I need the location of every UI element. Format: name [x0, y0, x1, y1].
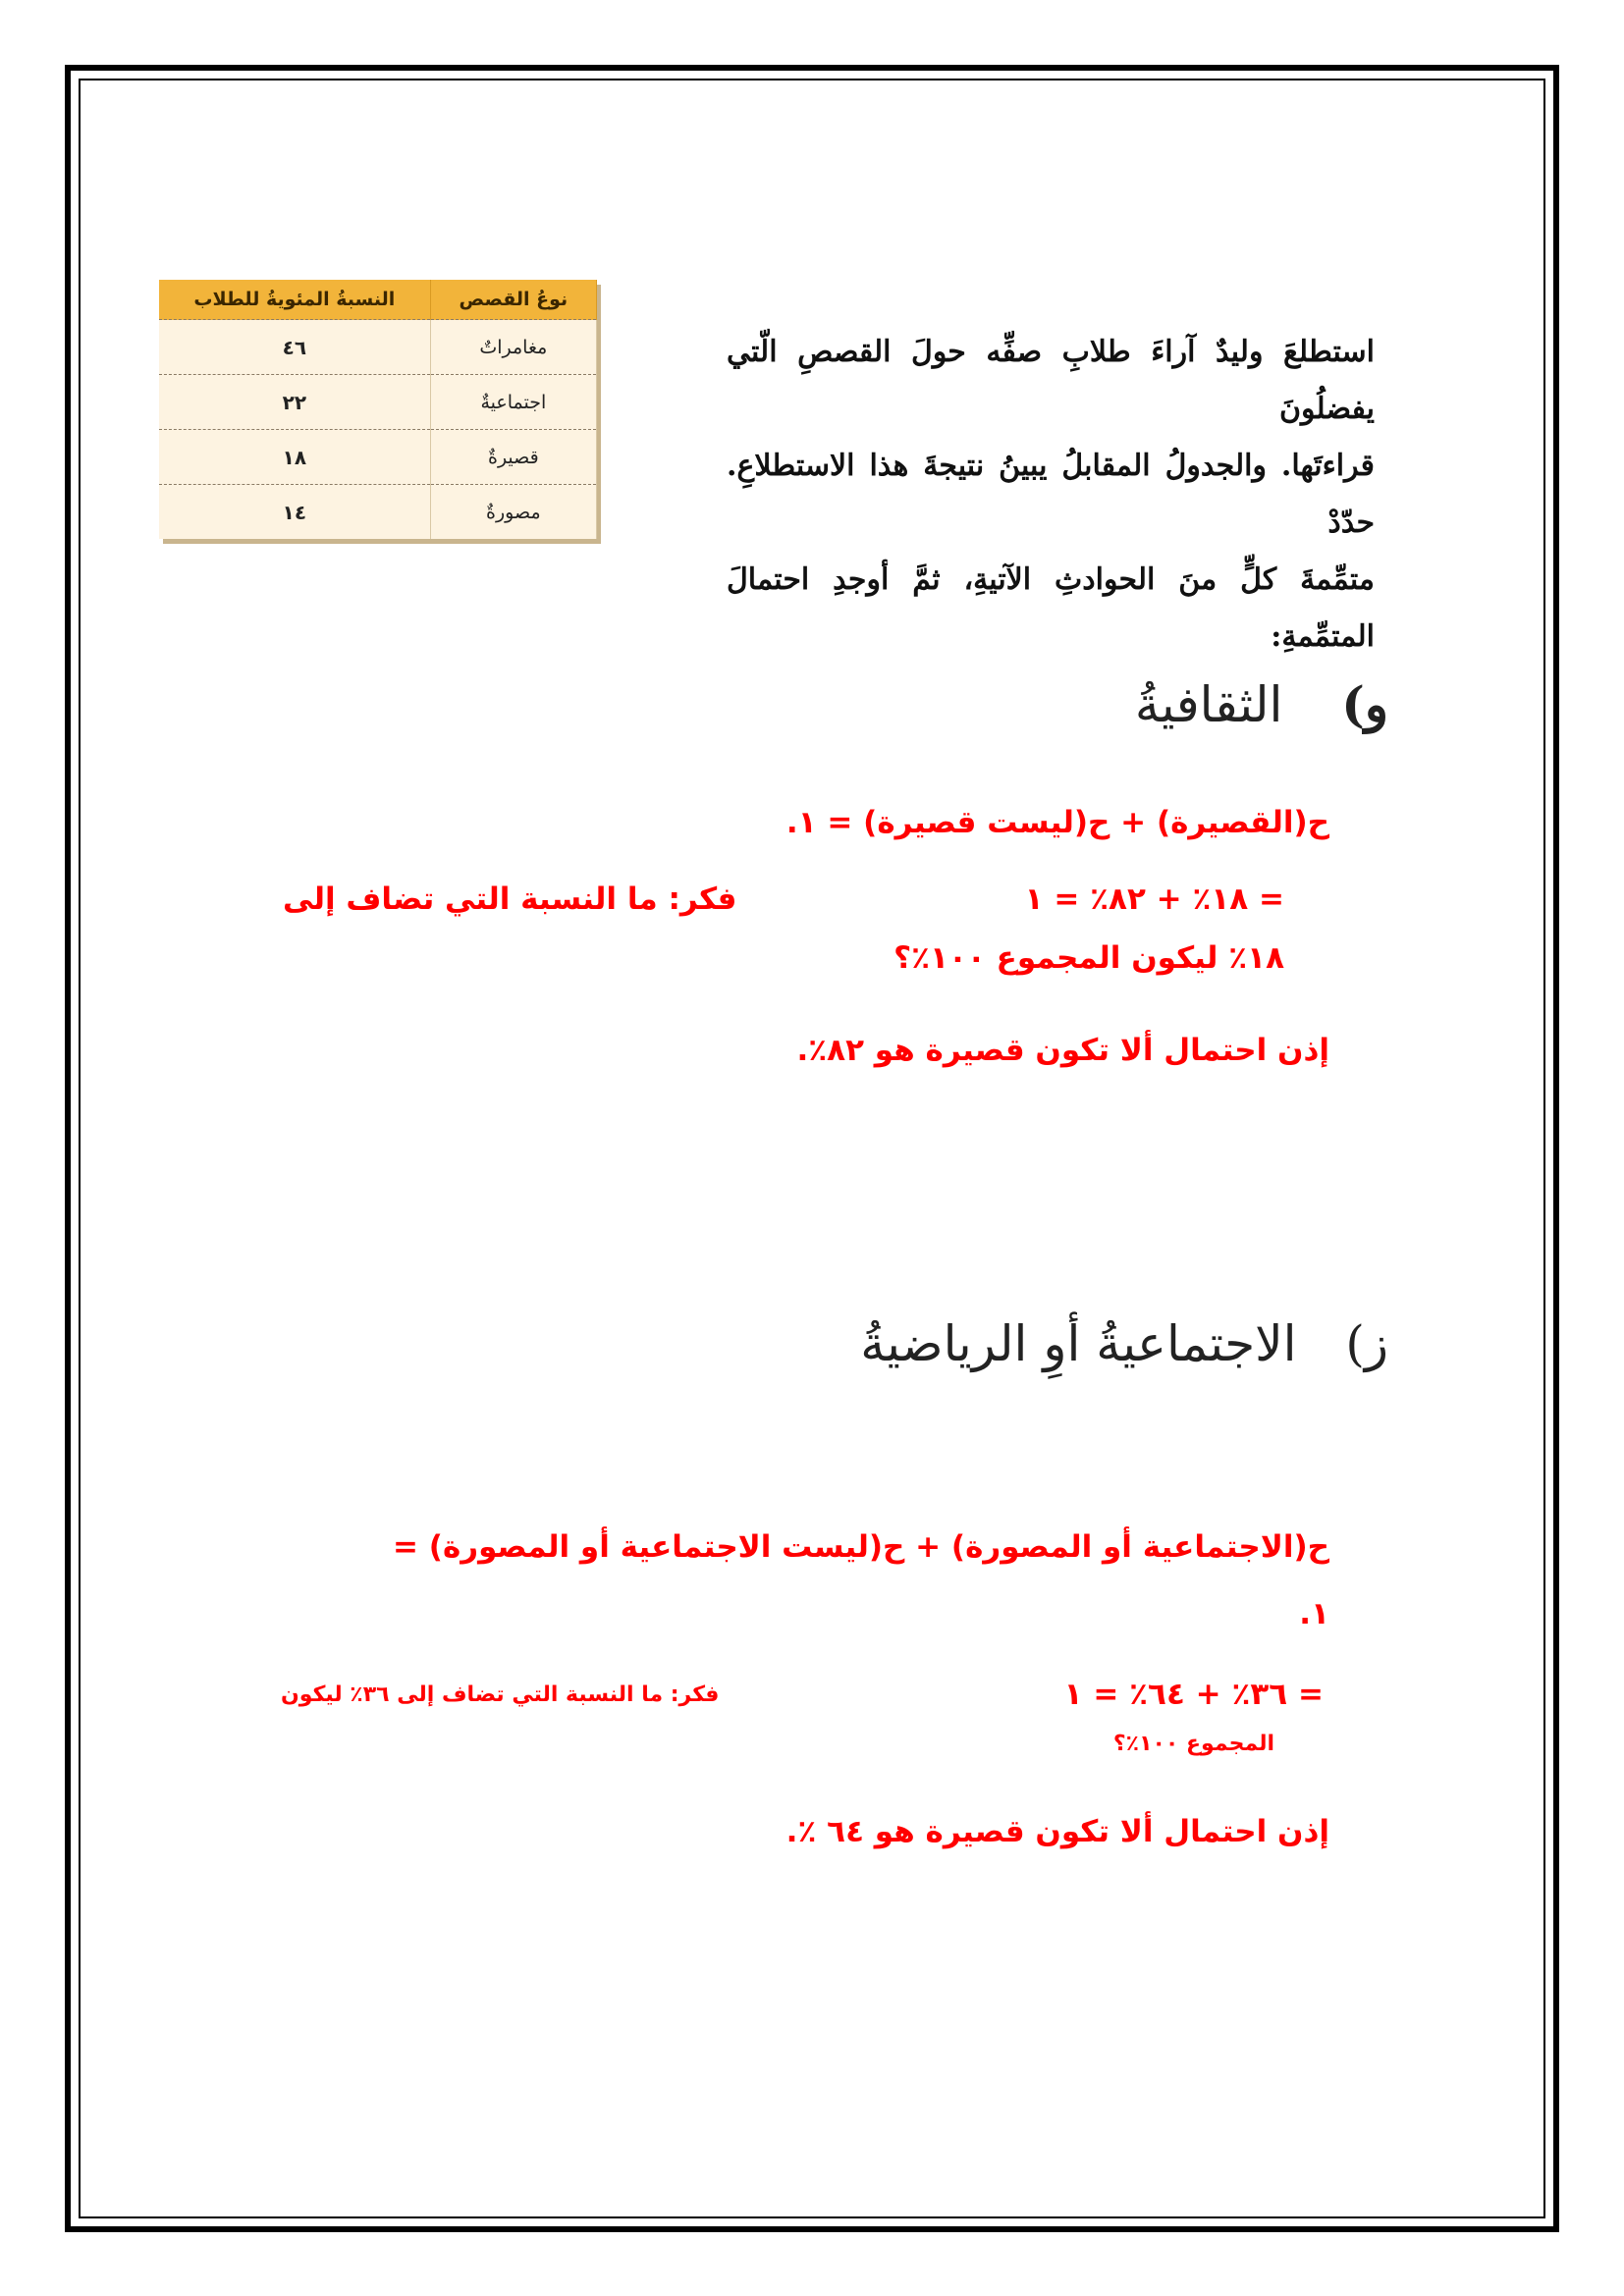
part-z-letter: ز)	[1345, 1315, 1388, 1372]
part-z-eq1: ح(الاجتماعية أو المصورة) + ح(ليست الاجتماعية أو المصورة) =	[393, 1529, 1329, 1565]
intro-paragraph	[727, 324, 1375, 666]
part-w-eq1: ح(القصيرة) + ح(ليست قصيرة) = ١.	[785, 805, 1329, 840]
table-row	[159, 320, 597, 375]
part-w-title: الثقافيةُ	[1134, 676, 1283, 733]
cell-percent: ١٤	[159, 485, 430, 540]
table-row	[159, 375, 597, 430]
cell-type: قصيرةٌ	[430, 430, 596, 485]
part-z-think-line1: فكر: ما النسبة التي تضاف إلى ٣٦٪ ليكون	[281, 1682, 720, 1707]
part-z-think-line2: المجموع ١٠٠٪؟	[1112, 1732, 1274, 1756]
part-w-think-line2: ١٨٪ ليكون المجموع ١٠٠٪؟	[893, 940, 1284, 976]
cell-type: مغامراتٌ	[430, 320, 596, 375]
part-z-conclusion: إذن احتمال ألا تكون قصيرة هو ٦٤ ٪.	[785, 1814, 1329, 1849]
part-w-letter: و)	[1341, 675, 1388, 733]
part-z-eq2: = ٣٦٪ + ٦٤٪ = ١	[1063, 1677, 1324, 1712]
cell-type: مصورةٌ	[430, 485, 596, 540]
part-w-heading	[1135, 675, 1388, 733]
table-header-row	[159, 280, 597, 320]
intro-line: قراءتَها. والجدولُ المقابلُ يبينُ نتيجةَ هذا الاستطلاعِ. حدّدْ	[727, 449, 1375, 540]
part-z-heading	[860, 1315, 1388, 1372]
cell-type: اجتماعيةٌ	[430, 375, 596, 430]
header-percent: النسبةُ المئويةُ للطلاب	[159, 280, 430, 320]
part-z-eq1-end: ١.	[1299, 1596, 1329, 1631]
survey-table	[159, 280, 597, 539]
part-z-title: الاجتماعيةُ أوِ الرياضيةُ	[860, 1315, 1297, 1372]
part-w-conclusion: إذن احتمال ألا تكون قصيرة هو ٨٢٪.	[796, 1033, 1329, 1068]
intro-line: استطلعَ وليدٌ آراءَ طلابِ صفِّه حولَ القصصِ الّتي يفضلُونَ	[727, 335, 1375, 426]
table-row	[159, 430, 597, 485]
part-w-eq2: = ١٨٪ + ٨٢٪ = ١	[1024, 881, 1284, 917]
cell-percent: ١٨	[159, 430, 430, 485]
part-w-think-line1: فكر: ما النسبة التي تضاف إلى	[283, 881, 737, 917]
cell-percent: ٢٢	[159, 375, 430, 430]
intro-line: متمِّمةَ كلٍّ منَ الحوادثِ الآتيةِ، ثمَّ أوجدِ احتمالَ المتمِّمةِ:	[727, 562, 1375, 654]
cell-percent: ٤٦	[159, 320, 430, 375]
table-row	[159, 485, 597, 540]
header-type: نوعُ القصص	[430, 280, 596, 320]
